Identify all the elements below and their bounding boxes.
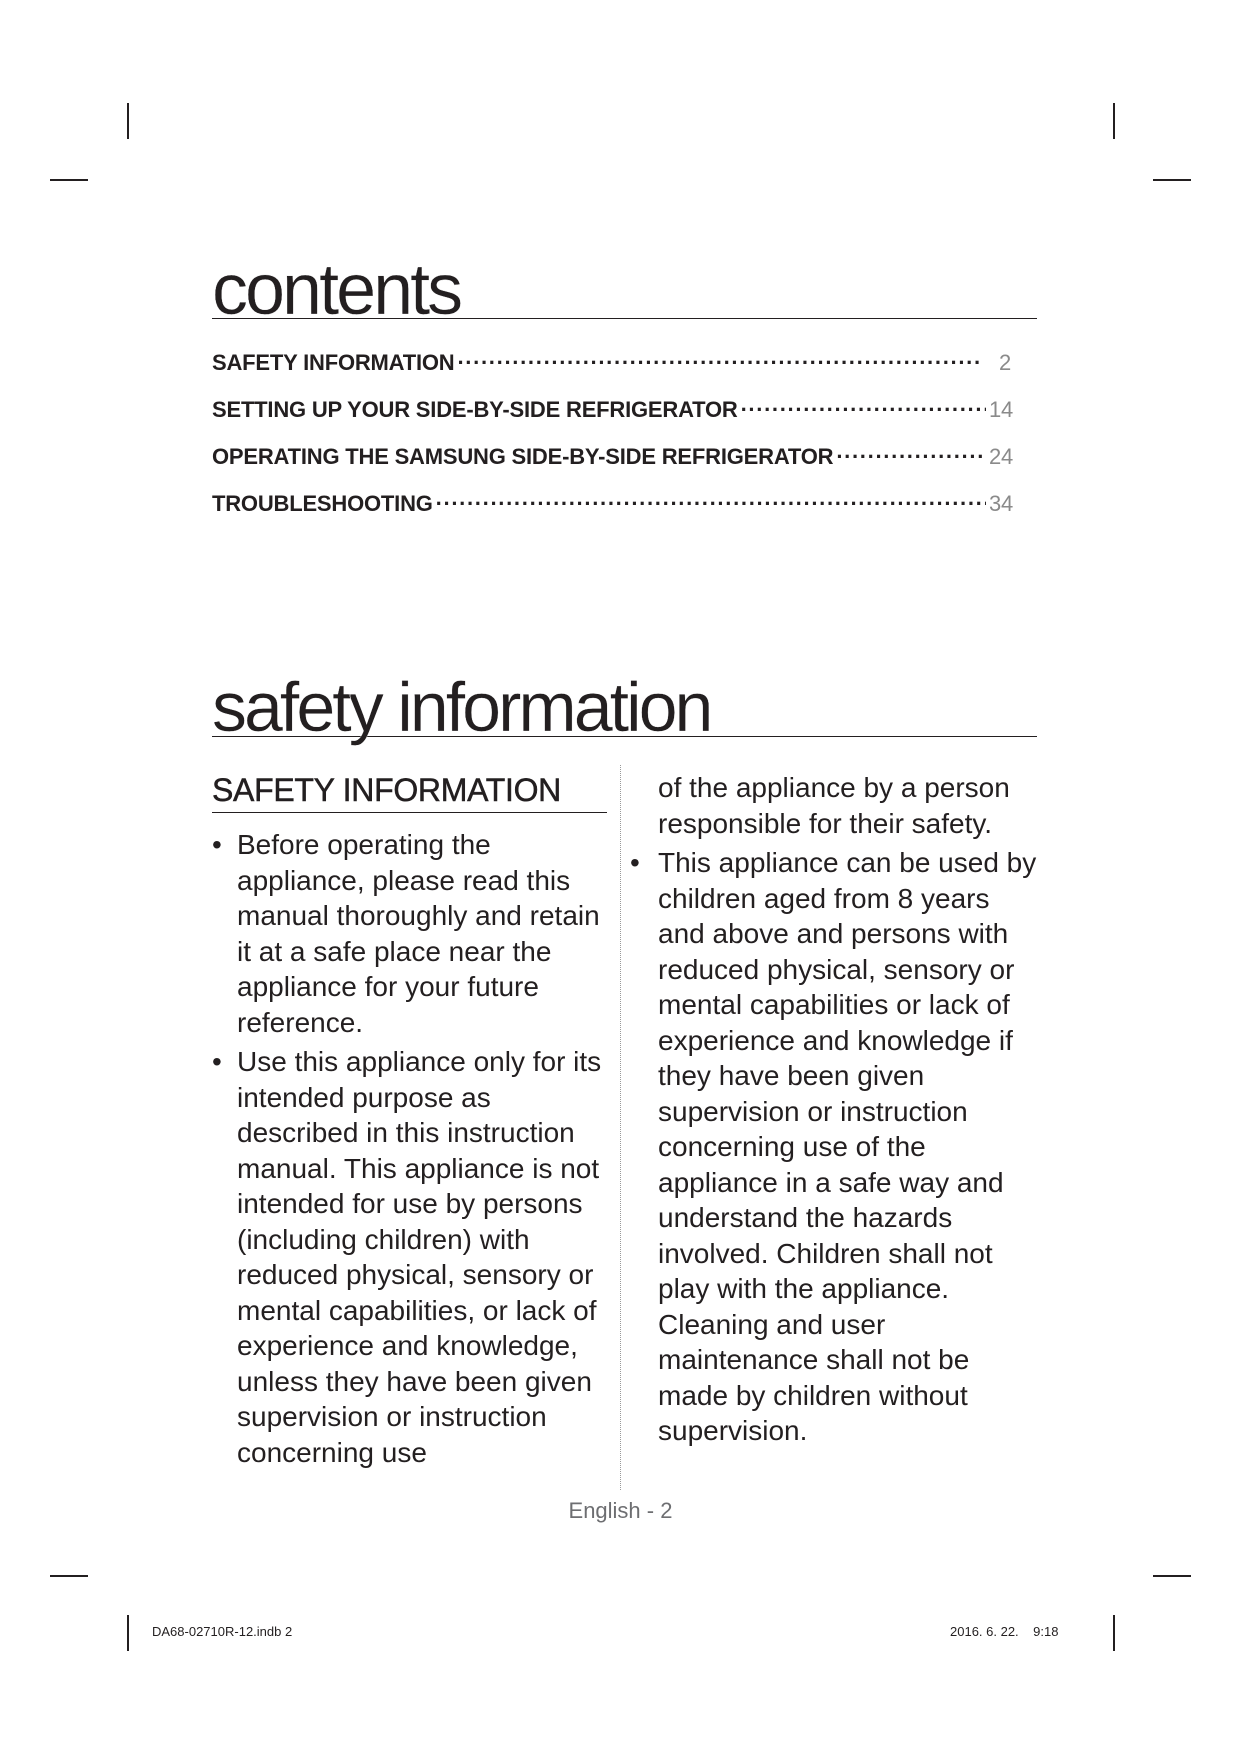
left-bullet-list (212, 827, 612, 1470)
toc-entry-troubleshooting[interactable] (212, 491, 1017, 538)
toc-entry-label: OPERATING THE SAMSUNG SIDE-BY-SIDE REFRIGERATOR (212, 444, 834, 469)
left-column (212, 770, 612, 1474)
column-divider (620, 765, 621, 1490)
crop-mark-top-left (127, 103, 129, 139)
toc-entry-page: 14 (989, 397, 1014, 422)
toc-entry-page: 24 (989, 444, 1014, 469)
contents-title: contents (212, 250, 461, 330)
toc-entry-operating[interactable] (212, 444, 1017, 491)
crop-mark-bottom-right (1113, 1615, 1115, 1651)
crop-mark-top-left-h (50, 179, 88, 181)
bullet-item: • Before operating the appliance, please read this manual thoroughly and retain it at a safe place near the appliance for your future reference. (212, 827, 612, 1040)
right-column (632, 770, 1042, 1453)
continued-text: of the appliance by a person responsible for their safety. (658, 772, 1010, 839)
contents-heading (212, 250, 1037, 330)
toc-entry-label: TROUBLESHOOTING (212, 491, 433, 516)
toc-leader-dots (436, 491, 986, 517)
toc-leader-dots (457, 350, 980, 376)
bullet-item: • Use this appliance only for its intended purpose as described in this instruction manual. This appliance is not intended for use by persons (including children) with reduced physical, sensory or mental capabilities, or lack of experience and knowledge, unless they have been given supervision or instruction concerning use (212, 1044, 612, 1470)
toc-entry-setting-up[interactable] (212, 397, 1017, 444)
page-number: English - 2 (568, 1498, 673, 1523)
print-file-info: DA68-02710R-12.indb 2 (152, 1624, 293, 1639)
crop-mark-bottom-right-h (1153, 1575, 1191, 1577)
section-title: safety information (212, 668, 711, 746)
safety-information-heading (212, 668, 1037, 746)
toc-leader-dots (741, 397, 986, 423)
toc-entry-label: SETTING UP YOUR SIDE-BY-SIDE REFRIGERATOR (212, 397, 738, 422)
crop-mark-top-right (1113, 103, 1115, 139)
crop-mark-top-right-h (1153, 179, 1191, 181)
crop-mark-bottom-left (127, 1615, 129, 1651)
toc-entry-label: SAFETY INFORMATION (212, 350, 455, 375)
toc-entry-page: 34 (989, 491, 1014, 516)
toc-entry-safety[interactable] (212, 350, 1017, 397)
right-bullet-list (632, 845, 1042, 1449)
crop-mark-bottom-left-h (50, 1575, 88, 1577)
print-date-info: 2016. 6. 22. 9:18 (950, 1624, 1059, 1639)
table-of-contents (212, 350, 1017, 538)
subheading: SAFETY INFORMATION (212, 770, 607, 813)
toc-entry-page: 2 (998, 350, 1011, 375)
bullet-item: • This appliance can be used by children aged from 8 years and above and persons with reduced physical, sensory or mental capabilities or lack of experience and knowledge if they have been given supervision or instruction concerning use of the appliance in a safe way and understand the hazards involved. Children shall not play with the appliance. Cleaning and user maintenance shall not be made by children without supervision. (632, 845, 1042, 1449)
toc-leader-dots (836, 444, 986, 470)
